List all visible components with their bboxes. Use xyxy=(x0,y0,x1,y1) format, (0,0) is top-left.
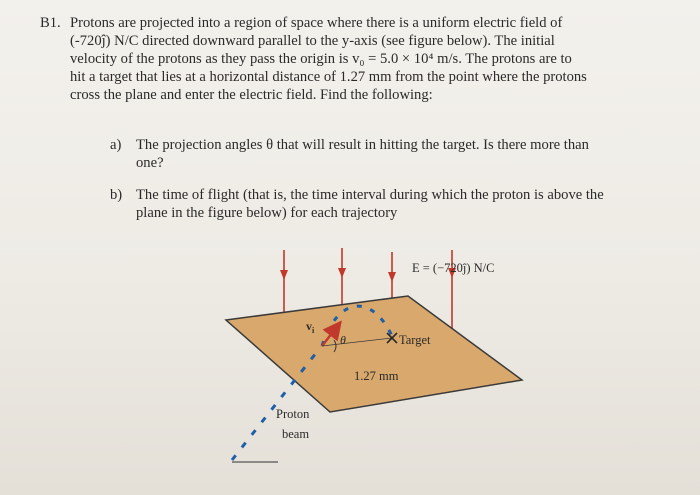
part-b-line: The time of flight (that is, the time interval during which the proton is above the xyxy=(136,187,604,203)
velocity-label: $v_i$ xyxy=(306,319,315,335)
angle-label: θ xyxy=(340,333,346,347)
field-plane xyxy=(226,296,522,412)
problem-line: Protons are projected into a region of space where there is a uniform electric field of xyxy=(70,15,563,31)
part-a-line: one? xyxy=(136,155,164,171)
problem-number: B1. xyxy=(40,15,61,31)
distance-label: 1.27 mm xyxy=(354,369,399,383)
problem-line: (-720ĵ) N/C directed downward parallel to the y-axis (see figure below). The initial xyxy=(70,33,555,49)
problem-line: velocity of the protons as they pass the origin is v₀ = 5.0 × 10⁴ m/s. The protons are to xyxy=(70,51,572,67)
field-label: E = (−720ĵ) N/C xyxy=(412,261,495,275)
problem-line: cross the plane and enter the electric field. Find the following: xyxy=(70,87,433,103)
part-a-label: a) xyxy=(110,137,122,153)
target-label: Target xyxy=(399,333,431,347)
problem-line: hit a target that lies at a horizontal distance of 1.27 mm from the point where the protons xyxy=(70,69,587,85)
beam-label-line1: Proton xyxy=(276,407,310,421)
beam-label-line2: beam xyxy=(282,427,310,441)
part-b-line: plane in the figure below) for each trajectory xyxy=(136,205,398,221)
part-a-line: The projection angles θ that will result in hitting the target. Is there more than xyxy=(136,137,589,153)
part-b-label: b) xyxy=(110,187,123,203)
